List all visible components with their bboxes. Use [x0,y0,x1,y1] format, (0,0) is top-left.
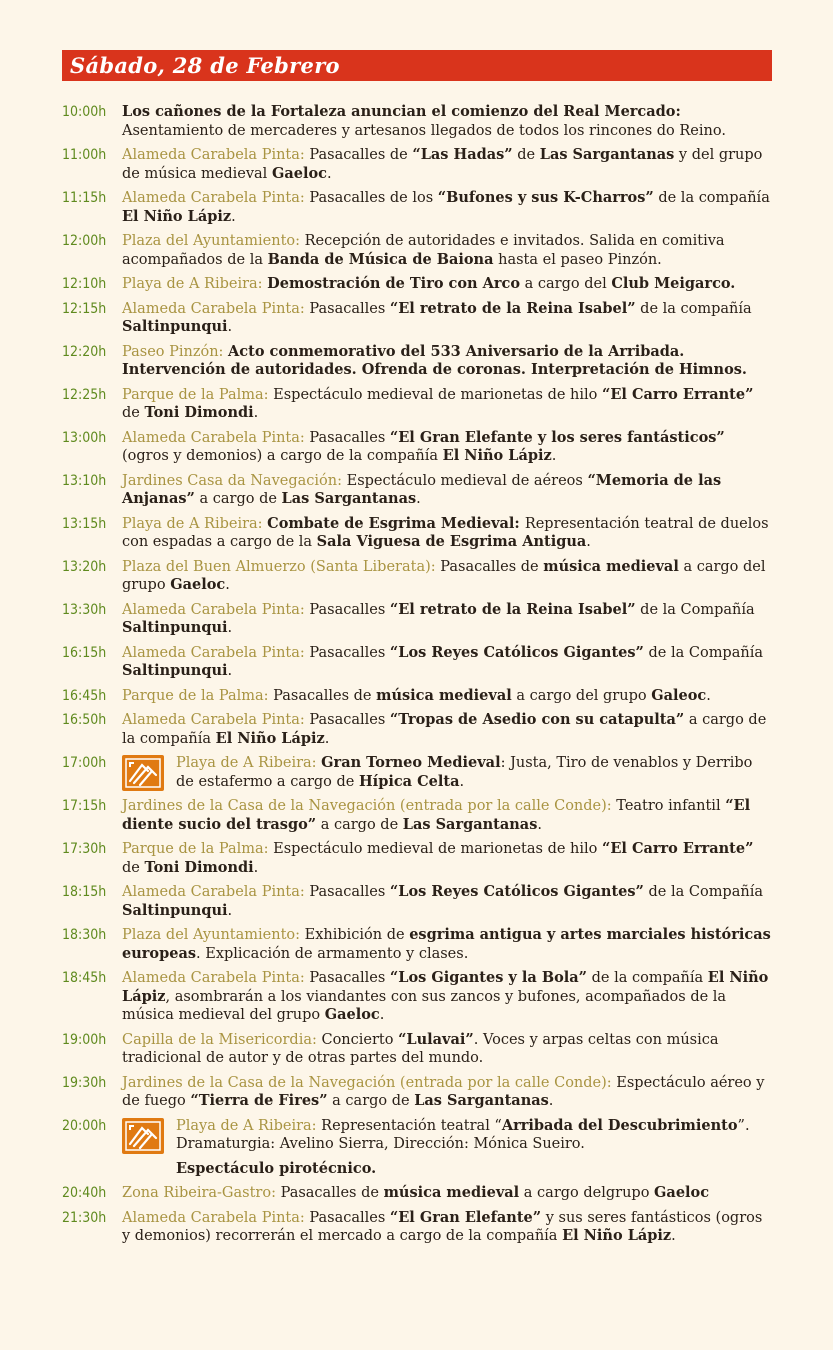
event-description [122,429,774,466]
event-text: de [122,859,145,876]
event-text: y sus seres fantásticos (ogros y demonios) recorrerán el mercado a cargo de la compañía [122,1209,763,1244]
event-text: (ogros y demonios) a cargo de la compañía [122,448,443,464]
event-text: y del grupo de música medieval [122,147,763,182]
event-description [122,1074,774,1111]
event-text: . [231,208,236,225]
event-text: de [512,147,540,163]
event-text: Pasacalles [309,970,390,986]
event-description [122,601,774,638]
event-text: a cargo de [316,816,403,833]
event-highlight: “El retrato de la Reina Isabel” [389,600,636,618]
event-highlight: Las Sargantanas [281,490,417,507]
event-text: . [548,1093,554,1109]
event-description [122,232,774,269]
event-text: . [379,1007,385,1023]
event-time: 19:00h [62,1031,107,1048]
event-highlight: música medieval [383,1184,520,1201]
event-text: Pasacalles de los [309,190,438,206]
event-highlight: Arribada del Descubrimiento [501,1116,738,1134]
event-highlight: Saltinpunqui [122,318,228,335]
event-highlight: Banda de Música de Baiona [267,250,494,268]
event-description [122,515,774,552]
event-text: de la Compañía [635,601,755,618]
event-text: de la Compañía [643,644,763,661]
event-text: Recepción de autoridades e invitados. Salida en comitiva acompañados de la [122,233,725,268]
event-location: Alameda Carabela Pinta: [122,712,310,728]
schedule-row [62,472,774,509]
event-text: . [537,816,542,833]
event-highlight: El Niño Lápiz [215,729,325,747]
event-description [122,754,774,791]
event-text: Pasacalles [309,300,390,317]
schedule-row [62,1031,774,1068]
event-description [122,343,774,380]
event-text: Teatro infantil [616,798,726,814]
schedule-row [62,797,774,834]
event-highlight: Las Sargantanas [539,146,675,163]
event-highlight: El Niño Lápiz [122,207,232,225]
event-location: Zona Ribeira-Gastro: [122,1185,281,1201]
event-text: a cargo de [194,491,282,507]
event-description [122,189,774,226]
event-text: Pasacalles de [280,1185,384,1201]
event-time: 17:15h [62,798,107,814]
event-highlight: “El Gran Elefante y los seres fantásticos” [389,428,725,446]
event-highlight: “El retrato de la Reina Isabel” [389,299,636,317]
schedule-row [62,189,774,226]
event-highlight: Gaeloc [271,164,327,182]
event-description [122,1184,774,1203]
event-text: , asombrarán a los viandantes con sus zancos y bufones, acompañados de la música medieval del grupo [122,988,727,1023]
event-text: . [225,577,230,593]
page-title: Sábado, 28 de Febrero [62,50,772,81]
schedule-row [62,1117,774,1179]
event-text: a cargo delgrupo [519,1185,655,1201]
event-time: 17:30h [62,841,107,857]
event-highlight: Club Meigarco. [611,275,736,292]
event-text: . [551,448,557,464]
event-text: Espectáculo medieval de marionetas de hilo [273,386,603,403]
event-highlight: “Los Reyes Católicos Gigantes” [389,643,644,661]
event-highlight: Saltinpunqui [122,662,228,679]
event-text: a cargo de [327,1093,415,1109]
schedule-row [62,1209,774,1246]
event-time: 12:00h [62,233,107,249]
event-time: 13:00h [62,429,107,446]
event-description [122,1117,774,1179]
event-location: Playa de A Ribeira: [176,1117,322,1134]
schedule-row [62,343,774,380]
event-extra: Espectáculo pirotécnico. [176,1159,377,1177]
event-time: 16:15h [62,644,107,661]
event-text: . [253,859,259,876]
event-highlight: “Memoria de las Anjanas” [122,471,722,507]
event-location: Parque de la Palma: [122,841,274,857]
event-time: 12:20h [62,343,107,360]
schedule-row [62,644,774,681]
schedule-row [62,754,774,791]
event-location: Capilla de la Misericordia: [122,1031,322,1048]
schedule-row [62,1074,774,1111]
event-highlight: Gran Torneo Medieval [321,754,501,771]
event-text: Pasacalles de [273,687,377,704]
event-highlight: Combate de Esgrima Medieval: [267,514,525,532]
event-highlight: “Tropas de Asedio con su catapulta” [389,711,685,728]
event-description [122,797,774,834]
castle-icon [122,755,164,791]
event-location: Alameda Carabela Pinta: [122,429,310,446]
event-text: . [326,165,332,182]
event-text: de la compañía [653,190,770,206]
event-text: . Voces y arpas celtas con música tradicional de autor y de otras partes del mundo. [122,1031,719,1066]
schedule-row [62,1184,774,1203]
event-text: . [706,687,711,704]
event-description [122,926,774,963]
event-time: 10:00h [62,104,107,120]
schedule-row [62,232,774,269]
event-location: Paseo Pinzón: [122,343,229,360]
event-location: Alameda Carabela Pinta: [122,190,310,206]
event-highlight: Saltinpunqui [122,901,228,919]
event-text: ”. Dramaturgia: Avelino Sierra, Dirección: Mónica Sueiro. [176,1117,750,1152]
schedule-row [62,275,774,294]
event-text: Pasacalles [309,644,390,661]
event-text: de la compañía [635,300,752,317]
event-description [122,883,774,920]
event-location: Plaza del Ayuntamiento: [122,233,305,249]
event-highlight: Toni Dimondi [144,858,254,876]
event-location: Plaza del Buen Almuerzo (Santa Liberata): [122,558,441,575]
event-description [122,300,774,337]
event-text: Representación teatral “ [321,1117,502,1134]
event-time: 13:20h [62,558,107,575]
event-time: 20:00h [62,1117,107,1134]
event-text: . Explicación de armamento y clases. [196,945,469,962]
event-location: Jardines Casa da Navegación: [122,472,347,489]
event-time: 11:00h [62,147,107,163]
event-highlight: Sala Viguesa de Esgrima Antigua [316,533,587,550]
event-text: . [227,620,233,636]
event-text: Concierto [321,1031,399,1048]
event-time: 13:15h [62,515,107,532]
schedule-row [62,969,774,1025]
event-location: Plaza del Ayuntamiento: [122,927,305,943]
event-description [122,711,774,748]
event-time: 12:15h [62,300,107,317]
event-text: Asentamiento de mercaderes y artesanos llegados de todos los rincones do Reino. [122,122,726,139]
event-description [122,386,774,423]
schedule-row [62,883,774,920]
event-location: Playa de A Ribeira: [176,755,322,771]
event-text: . [227,663,233,679]
event-time: 21:30h [62,1209,107,1226]
event-location: Playa de A Ribeira: [122,276,268,292]
event-text: Representación teatral de duelos con espadas a cargo de la [122,515,769,550]
event-time: 18:45h [62,970,107,986]
schedule-row [62,103,774,140]
event-description [122,1209,774,1246]
event-time: 11:15h [62,190,107,206]
event-description [122,275,774,294]
schedule-row [62,429,774,466]
event-description [122,103,774,140]
event-time: 18:15h [62,884,107,900]
event-highlight: “El Carro Errante” [602,840,754,857]
event-location: Playa de A Ribeira: [122,515,268,532]
event-highlight: El Niño Lápiz [122,969,769,1005]
event-highlight: El Niño Lápiz [442,447,552,464]
event-text: . [671,1228,676,1244]
schedule-row [62,558,774,595]
schedule-row [62,601,774,638]
event-time: 12:25h [62,386,107,403]
event-text: a cargo de la compañía [122,712,767,747]
event-highlight: Demostración de Tiro con Arco [267,275,521,292]
event-time: 12:10h [62,276,107,292]
event-highlight: “Bufones y sus K-Charros” [437,189,654,206]
event-text: . [227,902,233,919]
event-text: . [324,730,330,747]
schedule-list [62,103,774,1252]
event-text: a cargo del grupo [511,687,652,704]
event-time: 13:10h [62,472,107,489]
event-text: . [227,319,233,335]
event-text: a cargo del grupo [122,558,766,593]
event-highlight: Galeoc [651,686,707,704]
event-location: Alameda Carabela Pinta: [122,147,310,163]
event-text: Pasacalles de [309,147,413,163]
event-text: Pasacalles [309,1209,390,1226]
event-highlight: Hípica Celta [358,772,460,790]
event-description [122,687,774,706]
schedule-row [62,840,774,877]
event-highlight: Gaeloc [170,576,226,593]
event-text: de la Compañía [643,884,763,900]
event-text: hasta el paseo Pinzón. [493,251,662,268]
event-highlight: Toni Dimondi [144,404,254,421]
event-location: Alameda Carabela Pinta: [122,644,310,661]
event-highlight: esgrima antigua y artes marciales históricas europeas [122,926,771,962]
event-text: . [416,491,421,507]
event-text: Exhibición de [304,927,410,943]
event-highlight: “El diente sucio del trasgo” [122,797,751,833]
event-highlight: Gaeloc [654,1184,710,1201]
event-location: Parque de la Palma: [122,687,274,704]
event-highlight: Acto conmemorativo del 533 Aniversario de la Arribada. Intervención de autoridades. Ofrenda de coronas. Interpretación de Himnos. [122,342,747,378]
event-highlight: música medieval [376,686,512,704]
event-text: Pasacalles [309,712,390,728]
event-location: Jardines de la Casa de la Navegación (entrada por la calle Conde): [122,798,617,814]
event-highlight: “Tierra de Fires” [190,1092,328,1109]
event-location: Parque de la Palma: [122,386,274,403]
event-text: Pasacalles [309,601,390,618]
schedule-row [62,687,774,706]
event-text: Espectáculo medieval de aéreos [346,472,588,489]
event-highlight: “El Carro Errante” [602,385,754,403]
event-location: Alameda Carabela Pinta: [122,970,310,986]
event-text: Pasacalles de [440,558,544,575]
schedule-row [62,146,774,183]
event-highlight: “Las Hadas” [412,146,513,163]
schedule-row [62,711,774,748]
castle-icon [122,1118,164,1154]
event-description [122,644,774,681]
event-highlight: “El Gran Elefante” [389,1208,542,1226]
event-text: de [122,405,145,421]
event-description [122,969,774,1025]
event-text: de la compañía [587,970,708,986]
event-highlight: “Los Gigantes y la Bola” [389,969,588,986]
event-time: 20:40h [62,1185,107,1201]
event-text: : Justa, Tiro de venablos y Derribo de estafermo a cargo de [176,755,753,790]
event-description [122,558,774,595]
event-text: Pasacalles [309,884,390,900]
event-time: 18:30h [62,927,107,943]
event-text: Espectáculo medieval de marionetas de hilo [273,841,603,857]
event-location: Alameda Carabela Pinta: [122,1209,310,1226]
event-highlight: El Niño Lápiz [562,1227,672,1244]
event-highlight: Saltinpunqui [122,619,228,636]
event-location: Alameda Carabela Pinta: [122,884,310,900]
event-description [122,1031,774,1068]
event-text: . [459,773,465,790]
schedule-row [62,386,774,423]
schedule-row [62,515,774,552]
schedule-row [62,926,774,963]
event-text: . [253,405,259,421]
event-highlight: Las Sargantanas [402,815,538,833]
schedule-row [62,300,774,337]
event-highlight: música medieval [543,557,679,575]
event-text: Pasacalles [309,429,390,446]
event-time: 13:30h [62,601,107,618]
event-location: Alameda Carabela Pinta: [122,300,310,317]
event-highlight: Gaeloc [324,1006,380,1023]
event-time: 19:30h [62,1074,107,1091]
event-description [122,840,774,877]
event-text: Espectáculo aéreo y de fuego [122,1074,765,1109]
event-description [122,146,774,183]
event-location: Alameda Carabela Pinta: [122,601,310,618]
event-text: a cargo del [520,276,612,292]
event-text: . [586,534,591,550]
event-highlight: “Los Reyes Católicos Gigantes” [389,883,644,900]
event-highlight: Las Sargantanas [414,1092,549,1109]
event-highlight: Los cañones de la Fortaleza anuncian el comienzo del Real Mercado: [122,103,681,120]
event-time: 16:45h [62,687,107,704]
event-time: 16:50h [62,712,107,728]
event-description [122,472,774,509]
event-highlight: “Lulavai” [398,1030,474,1048]
event-time: 17:00h [62,755,107,771]
event-location: Jardines de la Casa de la Navegación (entrada por la calle Conde): [122,1074,617,1091]
